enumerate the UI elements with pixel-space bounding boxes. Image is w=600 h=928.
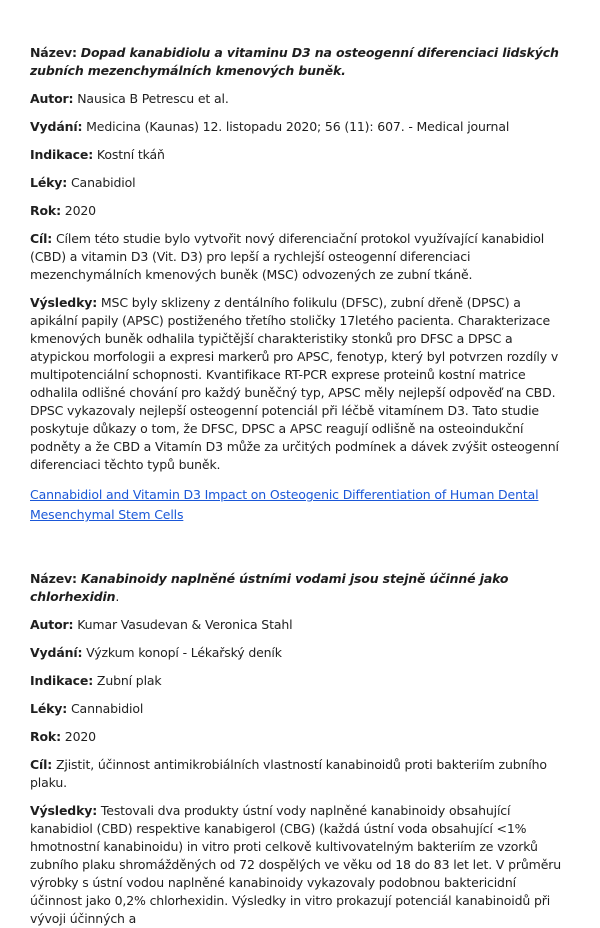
- article-goal: [30, 230, 570, 284]
- published-value: Medicina (Kaunas) 12. listopadu 2020; 56 (11): 607. - Medical journal: [86, 119, 510, 134]
- article-author: [30, 90, 570, 108]
- year-value: 2020: [64, 203, 96, 218]
- results-value: Testovali dva produkty ústní vody naplněné kanabinoidy obsahující kanabidiol (CBD) respektive kanabigerol (CBG) (každá ústní voda obsahující <1% hmotnostní kanabinoidu) in vitro proti celkově kultivovatelným bakteriím ze vzorků zubního plaku shromážděných od 72 dospělých ve věku od 18 do 83 let let. V průměru výrobky s ústní vodou naplněné kanabinoidy vykazovaly podobnou baktericidní účinnost jako 0,2% chlorhexidin. Výsledky in vitro prokazují potenciál kanabinoidů při vývoji účinných a: [30, 803, 561, 926]
- drugs-value: Canabidiol: [70, 175, 136, 190]
- author-value: Kumar Vasudevan & Veronica Stahl: [77, 617, 293, 632]
- results-label: Výsledky:: [30, 803, 98, 818]
- published-value: Výzkum konopí - Lékařský deník: [86, 645, 282, 660]
- article-drugs: [30, 174, 570, 192]
- article-published: [30, 118, 570, 136]
- author-label: Autor:: [30, 91, 74, 106]
- year-label: Rok:: [30, 203, 61, 218]
- article-year: [30, 202, 570, 220]
- author-label: Autor:: [30, 617, 74, 632]
- goal-label: Cíl:: [30, 757, 53, 772]
- title-label: Název:: [30, 45, 77, 60]
- article-link[interactable]: Cannabidiol and Vitamin D3 Impact on Osteogenic Differentiation of Human Dental Mesenchymal Stem Cells: [30, 487, 539, 522]
- drugs-label: Léky:: [30, 701, 68, 716]
- published-label: Vydání:: [30, 645, 83, 660]
- author-value: Nausica B Petrescu et al.: [77, 91, 229, 106]
- article-link-paragraph: [30, 484, 570, 524]
- goal-value: Zjistit, účinnost antimikrobiálních vlastností kanabinoidů proti bakteriím zubního plaku.: [30, 757, 547, 790]
- year-label: Rok:: [30, 729, 61, 744]
- article-separator: [30, 534, 570, 570]
- article-results: [30, 802, 570, 928]
- article-goal: [30, 756, 570, 792]
- article-year: [30, 728, 570, 746]
- article-drugs: [30, 700, 570, 718]
- indication-value: Kostní tkáň: [96, 147, 165, 162]
- goal-value: Cílem této studie bylo vytvořit nový diferenciační protokol využívající kanabidiol (CBD) a vitamin D3 (Vit. D3) pro lepší a rychlejší osteogenní diferenciaci mezenchymálních kmenových buněk (MSC) odvozených ze zubní tkáně.: [30, 231, 545, 282]
- indication-label: Indikace:: [30, 673, 94, 688]
- goal-label: Cíl:: [30, 231, 53, 246]
- drugs-label: Léky:: [30, 175, 68, 190]
- article-author: [30, 616, 570, 634]
- article-entry: [30, 570, 570, 928]
- article-results: [30, 294, 570, 474]
- article-indication: [30, 672, 570, 690]
- article-indication: [30, 146, 570, 164]
- title-suffix: .: [115, 589, 120, 604]
- indication-value: Zubní plak: [96, 673, 162, 688]
- published-label: Vydání:: [30, 119, 83, 134]
- article-title: [30, 44, 570, 80]
- results-label: Výsledky:: [30, 295, 98, 310]
- year-value: 2020: [64, 729, 96, 744]
- title-text: Dopad kanabidiolu a vitaminu D3 na osteogenní diferenciaci lidských zubních mezenchymálních kmenových buněk.: [30, 45, 559, 78]
- indication-label: Indikace:: [30, 147, 94, 162]
- article-entry: [30, 44, 570, 524]
- title-label: Název:: [30, 571, 77, 586]
- article-title: [30, 570, 570, 606]
- title-text: Kanabinoidy naplněné ústními vodami jsou stejně účinné jako chlorhexidin: [30, 571, 509, 604]
- drugs-value: Cannabidiol: [70, 701, 144, 716]
- results-value: MSC byly sklizeny z dentálního folikulu (DFSC), zubní dřeně (DPSC) a apikální papily (APSC) postiženého třetího stoličky 17letého pacienta. Charakterizace kmenových buněk odhalila typičtější charakteristiky stonků pro DFSC a DPSC a atypickou morfologii a expresi markerů pro APSC, fenotyp, který byl potvrzen rozdíly v multipotenciální schopnosti. Kvantifikace RT-PCR exprese proteinů kostní matrice odhalila odlišné chování pro každý buněčný typ, APSC měly nejlepší odpověď na CBD. DPSC vykazovaly nejlepší osteogenní potenciál při léčbě vitamínem D3. Tato studie poskytuje důkazy o tom, že DFSC, DPSC a APSC reagují odlišně na osteoindukční podněty a že CBD a Vitamín D3 může za určitých podmínek a dávek zvýšit osteogenní diferenciaci těchto typů buněk.: [30, 295, 559, 472]
- article-published: [30, 644, 570, 662]
